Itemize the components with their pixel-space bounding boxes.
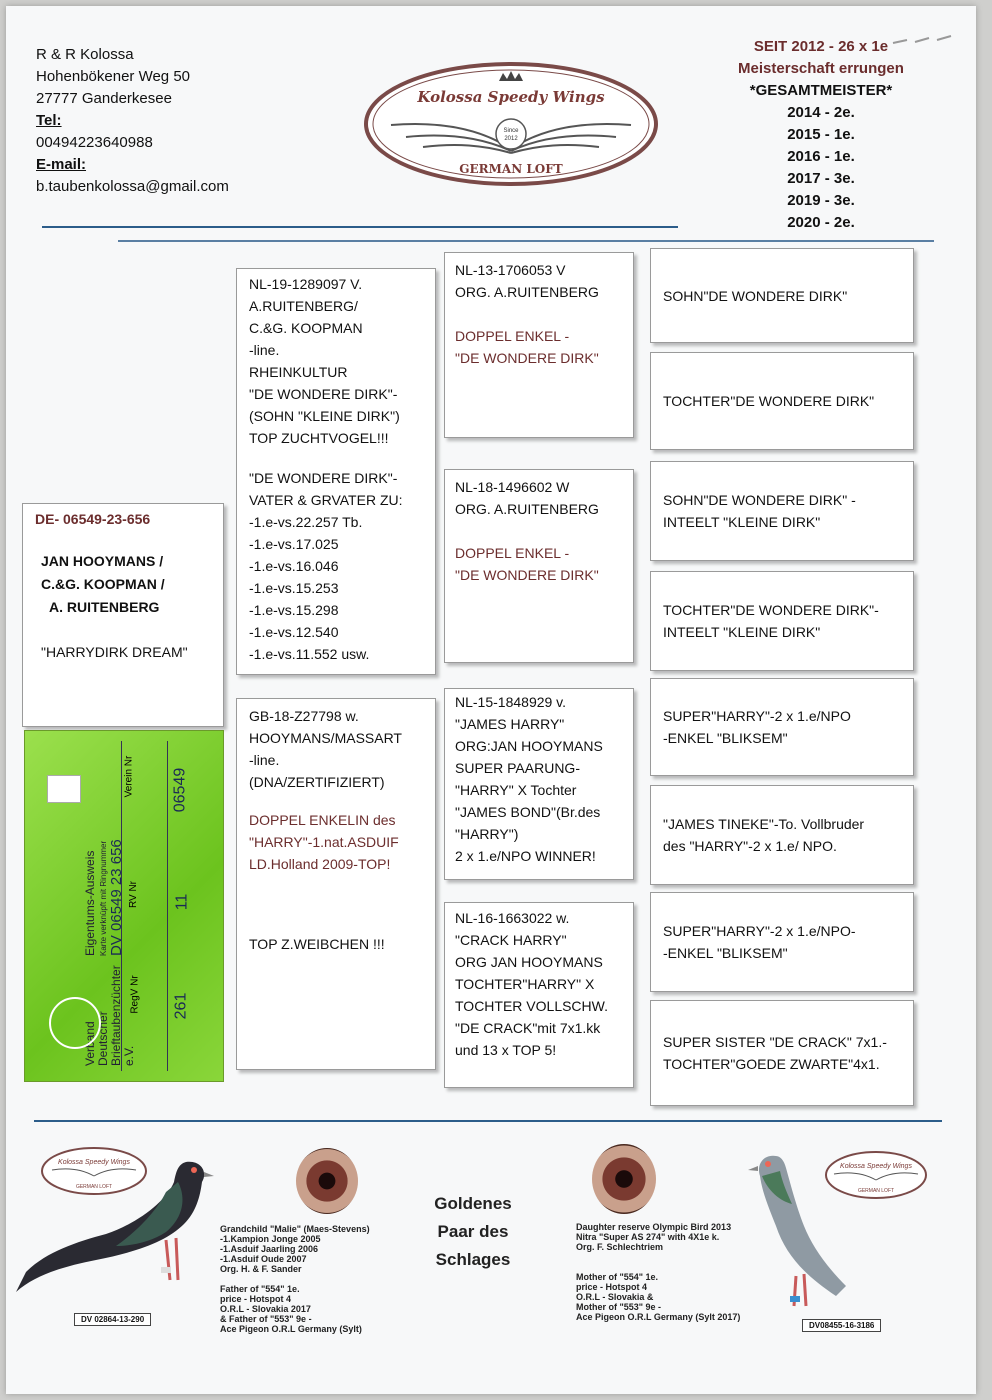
gp-line: TOCHTER VOLLSCHW. xyxy=(455,998,608,1014)
ggp-line: SUPER"HARRY"-2 x 1.e/NPO- xyxy=(663,923,856,939)
ggp-line: SUPER SISTER "DE CRACK" 7x1.- xyxy=(663,1034,887,1050)
father-line: -line. xyxy=(249,342,280,358)
card-emblem-icon xyxy=(49,997,101,1049)
ownership-card xyxy=(24,730,224,1082)
ggp-line: TOCHTER"DE WONDERE DIRK" xyxy=(663,393,875,409)
gp-line: TOCHTER"HARRY" X xyxy=(455,976,595,992)
ggp-box-7 xyxy=(650,892,914,992)
champ-year: 2017 - 3e. xyxy=(787,170,855,187)
ggp-line: INTEELT "KLEINE DIRK" xyxy=(663,514,821,530)
champ-line1: SEIT 2012 - 26 x 1e xyxy=(753,38,889,55)
ggp-line: -ENKEL "BLIKSEM" xyxy=(663,945,788,961)
ggp-box-2 xyxy=(650,352,914,450)
desc-line: Mother of "554" 1e. xyxy=(576,1272,659,1282)
gp-line: ORG:JAN HOOYMANS xyxy=(455,738,603,754)
card-org1: Verband Deutscher xyxy=(83,1011,110,1066)
father-line: C.&G. KOOPMAN xyxy=(249,320,363,336)
father-line: NL-19-1289097 V. xyxy=(249,276,363,292)
father-line: "DE WONDERE DIRK"- xyxy=(249,470,398,486)
pen-marks xyxy=(891,34,961,48)
gp-line: NL-13-1706053 V xyxy=(455,262,566,278)
mini-logo-right xyxy=(824,1150,928,1200)
gp-line: "CRACK HARRY" xyxy=(455,932,567,948)
gp-line: "DE CRACK"mit 7x1.kk xyxy=(455,1020,601,1036)
desc-line: Father of "554" 1e. xyxy=(220,1284,300,1294)
father-line: -1.e-vs.11.552 usw. xyxy=(249,646,370,662)
gp-line: "DE WONDERE DIRK" xyxy=(455,567,599,583)
desc-line: & Father of "553" 9e - xyxy=(220,1314,312,1324)
main-line: C.&G. KOOPMAN / xyxy=(41,576,165,592)
eye-right-image xyxy=(592,1144,656,1214)
card-rv-header: RV Nr xyxy=(128,880,140,909)
father-line: -1.e-vs.16.046 xyxy=(249,558,339,574)
father-box xyxy=(236,268,436,675)
email-address: b.taubenkolossa@gmail.com xyxy=(36,178,229,195)
mother-line: LD.Holland 2009-TOP! xyxy=(249,856,391,872)
champ-line3: *GESAMTMEISTER* xyxy=(749,82,893,99)
father-line: -1.e-vs.15.298 xyxy=(249,602,339,618)
grandparent-box-4 xyxy=(444,902,634,1088)
gp-line: ORG. A.RUITENBERG xyxy=(455,284,599,300)
spacer xyxy=(249,449,435,467)
gp-line: ORG. A.RUITENBERG xyxy=(455,501,599,517)
father-line: "DE WONDERE DIRK"- xyxy=(249,386,398,402)
pedigree-sheet xyxy=(6,6,976,1394)
champ-year: 2016 - 1e. xyxy=(787,148,855,165)
card-regv-header: RegV Nr xyxy=(129,975,141,1014)
gp-line: DOPPEL ENKEL - xyxy=(455,545,570,561)
logo-subtitle: GERMAN LOFT xyxy=(459,162,563,176)
grandparent-box-2 xyxy=(444,469,634,663)
father-line: TOP ZUCHTVOGEL!!! xyxy=(249,430,389,446)
grandparent-box-3 xyxy=(444,688,634,880)
gp-line: NL-16-1663022 w. xyxy=(455,910,570,926)
desc-line: Mother of "553" 9e - xyxy=(576,1302,662,1312)
main-ring: DE- 06549-23-656 xyxy=(35,511,151,527)
logo-title: Kolossa Speedy Wings xyxy=(417,88,605,106)
golden-pair-title xyxy=(410,1190,536,1274)
mother-line: -line. xyxy=(249,752,280,768)
gp-line: SUPER PAARUNG- xyxy=(455,760,580,776)
gp-line: und 13 x TOP 5! xyxy=(455,1042,557,1058)
desc-line: Ace Pigeon O.R.L Germany (Sylt) xyxy=(220,1324,362,1334)
card-title: Eigentums-Ausweis xyxy=(83,850,97,956)
left-ring-label: DV 02864-13-290 xyxy=(74,1313,151,1326)
loft-logo xyxy=(361,59,661,189)
main-line: JAN HOOYMANS / xyxy=(41,553,164,569)
gp-line: DOPPEL ENKEL - xyxy=(455,328,570,344)
card-regv: 261 xyxy=(172,992,190,1020)
logo-since: Since xyxy=(503,128,519,134)
ggp-box-6 xyxy=(650,785,914,885)
ggp-line: "JAMES TINEKE"-To. Vollbruder xyxy=(663,816,865,832)
desc-line: Org. H. & F. Sander xyxy=(220,1264,302,1274)
breeder-name: R & R Kolossa xyxy=(36,46,134,63)
gp-line: "HARRY") xyxy=(455,826,519,842)
champ-year: 2020 - 2e. xyxy=(787,214,855,231)
mother-top: TOP Z.WEIBCHEN !!! xyxy=(249,936,385,952)
gp-line: "HARRY" X Tochter xyxy=(455,782,577,798)
desc-line: -1.Asduif Oude 2007 xyxy=(220,1254,307,1264)
father-line: A.RUITENBERG/ xyxy=(249,298,358,314)
mini-logo-title: Kolossa Speedy Wings xyxy=(840,1163,912,1170)
desc-line: Ace Pigeon O.R.L Germany (Sylt 2017) xyxy=(576,1312,741,1322)
ggp-box-8 xyxy=(650,1000,914,1106)
desc-line: -1.Asduif Jaarling 2006 xyxy=(220,1244,319,1254)
desc-line: O.R.L - Slovakia 2017 xyxy=(220,1304,311,1314)
father-line: -1.e-vs.12.540 xyxy=(249,624,339,640)
card-rv: 11 xyxy=(173,893,191,911)
championship-block xyxy=(706,36,936,234)
gp-line: ORG JAN HOOYMANS xyxy=(455,954,603,970)
mother-box xyxy=(236,698,436,1070)
card-ring: DV 06549 23 656 xyxy=(108,839,125,956)
left-description xyxy=(220,1224,440,1334)
top-rule xyxy=(42,226,678,228)
gp-line: NL-15-1848929 v. xyxy=(455,694,567,710)
right-ring-label: DV08455-16-3186 xyxy=(802,1319,881,1332)
tel-label: Tel: xyxy=(36,112,62,129)
desc-line: Daughter reserve Olympic Bird 2013 xyxy=(576,1222,732,1232)
gp-line: "JAMES HARRY" xyxy=(455,716,565,732)
gp-line: "DE WONDERE DIRK" xyxy=(455,350,599,366)
card-flag-icon xyxy=(47,775,81,803)
champ-year: 2019 - 3e. xyxy=(787,192,855,209)
card-verein-header: Verein Nr xyxy=(123,755,135,798)
gp-line: NL-18-1496602 W xyxy=(455,479,570,495)
desc-line: price - Hotspot 4 xyxy=(220,1294,292,1304)
street: Hohenbökener Weg 50 xyxy=(36,68,190,85)
mother-line: (DNA/ZERTIFIZIERT) xyxy=(249,774,385,790)
pigeon-left-image xyxy=(16,1142,216,1307)
card-org2: Brieftaubenzüchter e.V. xyxy=(109,965,136,1066)
mini-logo-sub: GERMAN LOFT xyxy=(75,1184,113,1190)
ggp-box-3 xyxy=(650,461,914,561)
mini-logo-title: Kolossa Speedy Wings xyxy=(58,1159,130,1166)
desc-line: -1.Kampion Jonge 2005 xyxy=(220,1234,321,1244)
ggp-line: -ENKEL "BLIKSEM" xyxy=(663,730,788,746)
father-line: -1.e-vs.17.025 xyxy=(249,536,339,552)
title-line: Paar des xyxy=(437,1222,509,1241)
gp-line: 2 x 1.e/NPO WINNER! xyxy=(455,848,596,864)
ggp-line: SUPER"HARRY"-2 x 1.e/NPO xyxy=(663,708,851,724)
champ-year: 2014 - 2e. xyxy=(787,104,855,121)
ggp-box-1 xyxy=(650,248,914,343)
top-rule-2 xyxy=(118,240,934,242)
ggp-line: TOCHTER"GOEDE ZWARTE"4x1. xyxy=(663,1056,880,1072)
mother-line: DOPPEL ENKELIN des xyxy=(249,812,396,828)
eye-left-image xyxy=(296,1148,358,1214)
grandparent-box-1 xyxy=(444,252,634,438)
mother-line: "HARRY"-1.nat.ASDUIF xyxy=(249,834,399,850)
tel-number: 00494223640988 xyxy=(36,134,153,151)
mother-line: HOOYMANS/MASSART xyxy=(249,730,402,746)
father-line: (SOHN "KLEINE DIRK") xyxy=(249,408,400,424)
email-label: E-mail: xyxy=(36,156,87,173)
desc-line: Grandchild "Malie" (Maes-Stevens) xyxy=(220,1224,370,1234)
contact-block xyxy=(36,44,229,198)
gp-line: "JAMES BOND"(Br.des xyxy=(455,804,601,820)
logo-year: 2012 xyxy=(504,136,518,142)
bottom-section xyxy=(6,1126,976,1366)
mini-logo-sub: GERMAN LOFT xyxy=(857,1188,895,1194)
father-line: -1.e-vs.15.253 xyxy=(249,580,339,596)
main-pigeon-box xyxy=(22,503,224,727)
ggp-line: TOCHTER"DE WONDERE DIRK"- xyxy=(663,602,879,618)
city: 27777 Ganderkesee xyxy=(36,90,172,107)
father-line: VATER & GRVATER ZU: xyxy=(249,492,403,508)
father-line: -1.e-vs.22.257 Tb. xyxy=(249,514,363,530)
title-line: Schlages xyxy=(435,1250,511,1269)
main-line: A. RUITENBERG xyxy=(49,599,160,615)
champ-year: 2015 - 1e. xyxy=(787,126,855,143)
desc-line: O.R.L - Slovakia & xyxy=(576,1292,654,1302)
ggp-line: des "HARRY"-2 x 1.e/ NPO. xyxy=(663,838,837,854)
card-verein: 06549 xyxy=(171,767,189,813)
ggp-line: SOHN"DE WONDERE DIRK" - xyxy=(663,492,856,508)
father-line: RHEINKULTUR xyxy=(249,364,348,380)
ggp-box-4 xyxy=(650,571,914,671)
desc-line: Org. F. Schlechtriem xyxy=(576,1242,664,1252)
ggp-line: INTEELT "KLEINE DIRK" xyxy=(663,624,821,640)
main-name: "HARRYDIRK DREAM" xyxy=(41,644,188,660)
title-line: Goldenes xyxy=(434,1194,512,1213)
mother-line: GB-18-Z27798 w. xyxy=(249,708,359,724)
desc-line: price - Hotspot 4 xyxy=(576,1282,648,1292)
champ-line2: Meisterschaft errungen xyxy=(738,60,904,77)
card-sub: Karte verknüpft mit Ringnummer xyxy=(99,840,108,956)
desc-line: Nitra "Super AS 274" with 4X1e k. xyxy=(576,1232,720,1242)
ggp-line: SOHN"DE WONDERE DIRK" xyxy=(663,287,848,304)
bottom-rule xyxy=(34,1120,942,1122)
ggp-box-5 xyxy=(650,678,914,776)
